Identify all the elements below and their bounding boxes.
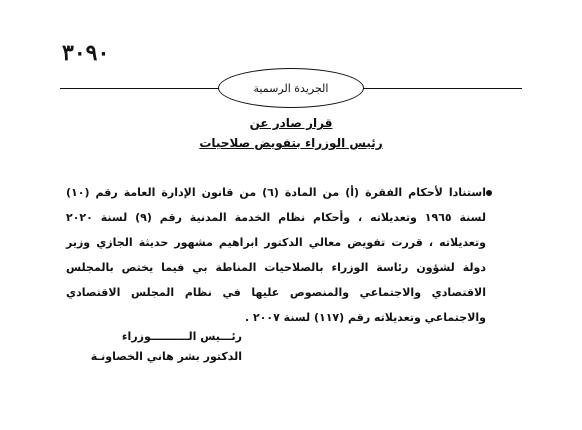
decision-body: استنادا لأحكام الفقرة (أ) من المادة (٦) من قانون الإدارة العامة رقم (١٠) لسنة ١٩٦٥ وتعديلاته ، وأحكام نظام الخدمة المدنية رقم (٩) لسنة ٢٠٢٠ وتعديلاته ، قررت تفويض معالي الدكتور ابراهيم مشهور حديثة الجازي وزير دولة لشؤون رئاسة الوزراء بالصلاحيات المناطة بي فيما يختص بالمجلس الاقتصادي والاجتماعي والمنصوص عليها في نظام المجلس الاقتصادي والاجتماعي وتعديلاته رقم (١١٧) لسنة ٢٠٠٧ . — [66, 186, 486, 324]
decision-title-line2: رئيس الوزراء بتفويض صلاحيات — [199, 136, 383, 150]
signatory-title: رئـــيس الــــــــــوزراء — [121, 330, 242, 343]
bullet-icon — [486, 190, 492, 196]
gazette-name: الجريدة الرسمية — [253, 81, 329, 95]
decision-title-line1: قرار صادر عن — [249, 116, 333, 130]
gazette-header-ellipse — [218, 68, 364, 108]
signatory-name: الدكتور بشر هاني الخصاونـة — [90, 350, 242, 363]
page-number: ٣٠٩٠ — [62, 40, 110, 66]
